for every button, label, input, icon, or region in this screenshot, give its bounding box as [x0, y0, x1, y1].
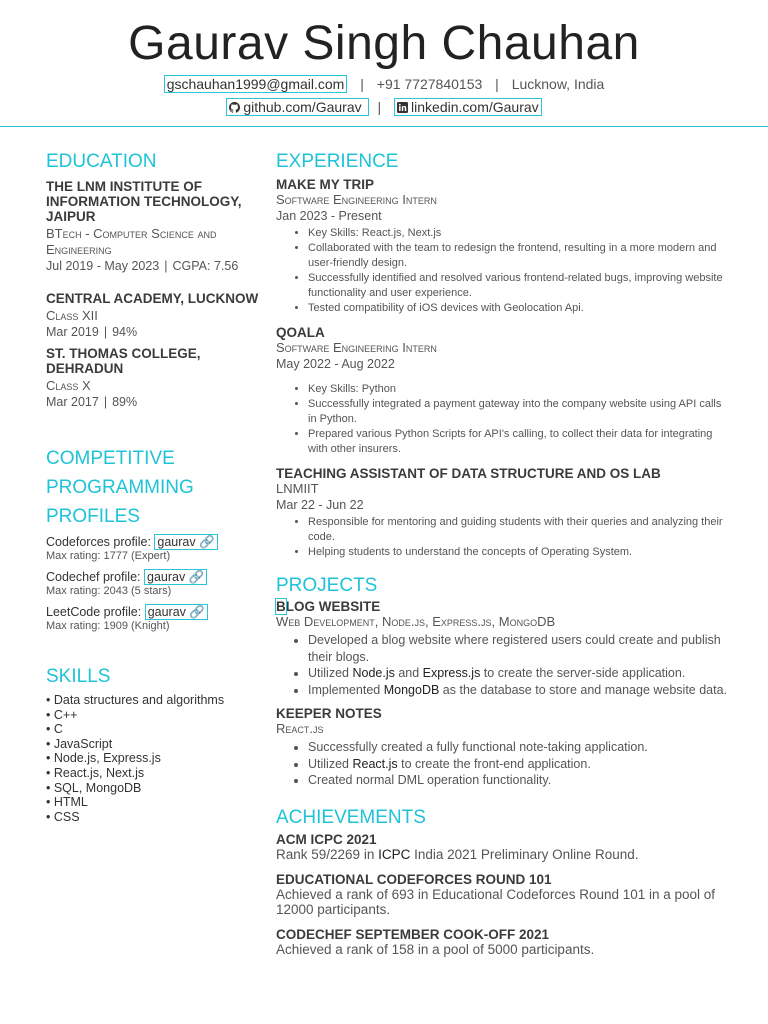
link-icon: 🔗: [188, 570, 205, 584]
bullet: • Key Skills: React.js, Next.js: [308, 226, 728, 241]
skill-item: • React.js, Next.js: [46, 765, 145, 780]
right-column: [276, 150, 728, 957]
education-item: [46, 179, 268, 274]
job-bullets: [276, 382, 728, 457]
linkedin-icon: [397, 102, 408, 113]
achievement-name: CODECHEF SEPTEMBER COOK-OFF 2021: [276, 926, 550, 942]
email-link[interactable]: gschauhan1999@gmail.com: [164, 75, 348, 93]
left-column: [46, 150, 268, 824]
achievement-desc: Rank 59/2269 in ICPC India 2021 Preliminary Online Round.: [276, 846, 639, 862]
project-entry: [276, 599, 728, 698]
link-icon: 🔗: [199, 535, 215, 549]
bullet: • Helping students to understand the concepts of Operating System.: [308, 545, 728, 560]
edu-dates-line: Mar 2019 | 94%: [46, 325, 138, 339]
max-rating: Max rating: 1909 (Knight): [46, 620, 170, 632]
cp-profile: [46, 570, 268, 597]
school-name: CENTRAL ACADEMY, LUCKNOW: [46, 291, 259, 306]
skill-item: • JavaScript: [46, 736, 113, 751]
job-bullets: [276, 226, 728, 316]
project-stack: Web Development, Node.js, Express.js, MongoDB: [276, 614, 556, 629]
bullet: • Implemented MongoDB as the database to store and manage website data.: [308, 682, 728, 699]
github-icon: [229, 102, 240, 113]
cp-profile: [46, 535, 268, 562]
profile-link[interactable]: gaurav 🔗: [145, 604, 208, 620]
projects-heading: PROJECTS: [276, 575, 378, 596]
project-bullets: [276, 739, 728, 789]
bullet: • Developed a blog website where registered users could create and publish their blogs.: [308, 632, 728, 665]
cp-heading: COMPETITIVE PROGRAMMING PROFILES: [46, 448, 194, 527]
bullet: • Key Skills: Python: [308, 382, 728, 397]
bullet: • Collaborated with the team to redesign the frontend, resulting in a more modern and user-friendly design.: [308, 241, 728, 271]
company-name: QOALA: [276, 325, 325, 340]
project-stack: React.js: [276, 721, 324, 736]
bullet: • Tested compatibility of iOS devices with Geolocation Api.: [308, 301, 728, 316]
edu-dates-line: Mar 2017 | 89%: [46, 395, 138, 409]
project-name: KEEPER NOTES: [276, 706, 382, 721]
bullet: • Successfully identified and resolved various frontend-related bugs, improving website functionality and user experience.: [308, 271, 728, 301]
degree: Class X: [46, 378, 91, 393]
education-item: [46, 291, 268, 340]
bullet: • Created normal DML operation functionality.: [308, 772, 728, 789]
skill-item: • CSS: [46, 809, 80, 824]
skill-item: • HTML: [46, 795, 88, 810]
project-entry: [276, 706, 728, 789]
job-bullets: [276, 515, 728, 560]
phone-number: +91 7727840153: [376, 76, 483, 92]
job-dates: Jan 2023 - Present: [276, 209, 382, 223]
skills-heading: SKILLS: [46, 666, 111, 687]
job-entry: [276, 177, 728, 316]
education-item: [46, 346, 268, 410]
skill-item: • C++: [46, 707, 78, 722]
contact-line-2: [0, 97, 768, 117]
achievement-name: EDUCATIONAL CODEFORCES ROUND 101: [276, 871, 552, 887]
project-bullets: [276, 632, 728, 698]
job-dates: May 2022 - Aug 2022: [276, 357, 395, 371]
achievement-entry: [276, 872, 728, 917]
school-name: ST. THOMAS COLLEGE, DEHRADUN: [46, 346, 201, 376]
profile-label: LeetCode profile:: [46, 605, 142, 619]
degree: BTech - Computer Science and Engineering: [46, 226, 217, 257]
profile-link[interactable]: gaurav 🔗: [144, 569, 207, 585]
edu-dates-line: Jul 2019 - May 2023 | CGPA: 7.56: [46, 259, 239, 273]
separator: |: [377, 99, 382, 115]
skill-item: • SQL, MongoDB: [46, 780, 142, 795]
skills-list: [46, 693, 268, 824]
skill-item: • C: [46, 722, 63, 737]
bullet: • Responsible for mentoring and guiding students with their queries and analyzing their code.: [308, 515, 728, 545]
education-heading: EDUCATION: [46, 151, 157, 172]
bullet: • Prepared various Python Scripts for API's calling, to collect their data for integrating with other insurers.: [308, 427, 728, 457]
bullet: • Utilized Node.js and Express.js to create the server-side application.: [308, 665, 728, 682]
linkedin-text: linkedin.com/Gaurav: [411, 99, 539, 115]
job-role: LNMIIT: [276, 481, 319, 496]
separator: |: [360, 76, 364, 92]
profile-label: Codeforces profile:: [46, 535, 151, 549]
resume-name: Gaurav Singh Chauhan: [128, 17, 640, 70]
linkedin-link[interactable]: [394, 98, 542, 116]
contact-line-1: [0, 74, 768, 94]
location: Lucknow, India: [511, 76, 605, 92]
job-dates: Mar 22 - Jun 22: [276, 498, 364, 512]
skill-item: • Node.js, Express.js: [46, 751, 161, 766]
company-name: MAKE MY TRIP: [276, 177, 375, 192]
degree: Class XII: [46, 308, 98, 323]
github-text: github.com/Gaurav: [243, 99, 362, 115]
header-divider: [0, 126, 768, 127]
separator: |: [495, 76, 499, 92]
profile-link[interactable]: gaurav 🔗: [154, 534, 217, 550]
cp-profile: [46, 605, 268, 632]
max-rating: Max rating: 2043 (5 stars): [46, 585, 172, 597]
skill-item: • Data structures and algorithms: [46, 693, 225, 707]
job-role: Software Engineering Intern: [276, 340, 437, 355]
school-name: THE LNM INSTITUTE OF INFORMATION TECHNOLOGY, JAIPUR: [46, 179, 242, 224]
job-entry: [276, 466, 728, 560]
bullet: • Successfully integrated a payment gateway into the company website using API calls in Python.: [308, 397, 728, 427]
achievement-name: ACM ICPC 2021: [276, 831, 377, 847]
job-role: Software Engineering Intern: [276, 192, 437, 207]
company-name: TEACHING ASSISTANT OF DATA STRUCTURE AND OS LAB: [276, 466, 661, 481]
experience-heading: EXPERIENCE: [276, 151, 399, 172]
job-entry: [276, 325, 728, 457]
bullet: • Successfully created a fully functional note-taking application.: [308, 739, 728, 756]
achievement-desc: Achieved a rank of 693 in Educational Codeforces Round 101 in a pool of 12000 participants.: [276, 886, 716, 917]
achievement-entry: [276, 832, 728, 862]
link-icon: 🔗: [189, 605, 205, 619]
profile-label: Codechef profile:: [46, 570, 141, 584]
max-rating: Max rating: 1777 (Expert): [46, 550, 171, 562]
achievement-desc: Achieved a rank of 158 in a pool of 5000 participants.: [276, 941, 595, 957]
project-name: BLOG WEBSITE: [276, 599, 381, 614]
github-link[interactable]: [226, 98, 368, 116]
bullet: • Utilized React.js to create the front-end application.: [308, 756, 728, 773]
achievement-entry: [276, 927, 728, 957]
achievements-heading: ACHIEVEMENTS: [276, 806, 426, 828]
